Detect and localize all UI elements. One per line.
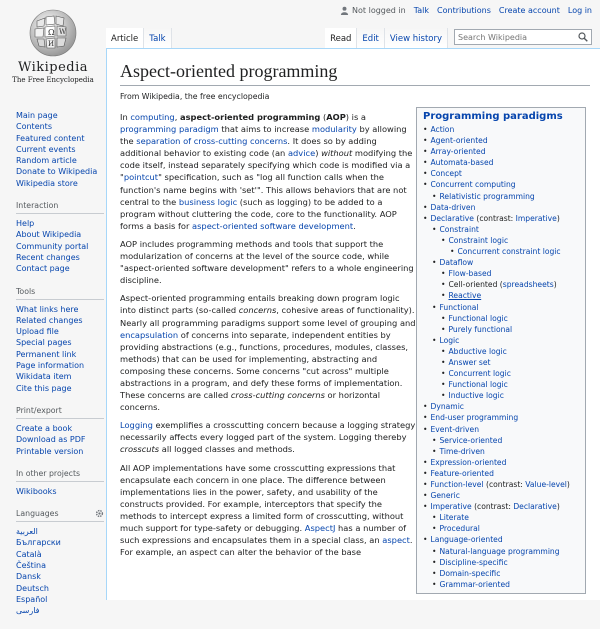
navbox-item bbox=[423, 457, 579, 468]
sidebar-interaction-item[interactable]: Recent changes bbox=[16, 252, 80, 262]
main-content bbox=[106, 48, 600, 600]
navbox-contrast-label: (contrast: bbox=[473, 213, 516, 223]
navbox-item bbox=[423, 390, 579, 401]
sidebar-interaction-item[interactable]: Help bbox=[16, 219, 35, 229]
search-input[interactable] bbox=[458, 33, 568, 42]
wikipedia-logo[interactable] bbox=[10, 6, 96, 94]
navbox-item bbox=[423, 534, 579, 545]
navbox-item bbox=[423, 246, 579, 257]
navbox-link[interactable]: Service-oriented bbox=[439, 435, 503, 445]
svg-text:Ω: Ω bbox=[48, 28, 55, 37]
navbox-link[interactable]: Value-level bbox=[525, 480, 567, 489]
navbox-link[interactable]: Relativistic programming bbox=[439, 191, 535, 201]
navbox-plain-text: ) bbox=[556, 213, 560, 223]
navbox-link[interactable]: Feature-oriented bbox=[430, 468, 494, 478]
navbox-link[interactable]: Dataflow bbox=[439, 258, 474, 268]
sidebar-tools-item[interactable]: Wikidata item bbox=[16, 372, 72, 382]
tab-article[interactable]: Article bbox=[106, 28, 144, 48]
sidebar-language-item[interactable]: Български bbox=[16, 538, 61, 548]
navbox-link[interactable]: Functional logic bbox=[448, 313, 508, 323]
navbox-item bbox=[423, 357, 579, 368]
navbox-link[interactable]: Literate bbox=[439, 513, 469, 523]
navbox-item bbox=[423, 501, 579, 512]
navbox-item bbox=[423, 412, 579, 423]
sidebar-main-item[interactable]: Random article bbox=[16, 156, 77, 166]
navbox-link[interactable]: Generic bbox=[430, 491, 460, 501]
navbox-link[interactable]: Discipline-specific bbox=[439, 557, 508, 567]
navbox-item bbox=[423, 479, 579, 490]
sidebar-language-item[interactable]: Čeština bbox=[16, 561, 47, 571]
sidebar-language-item[interactable]: Deutsch bbox=[16, 583, 49, 593]
navbox-link[interactable]: Reactive bbox=[448, 291, 482, 301]
sidebar-tools-item[interactable]: What links here bbox=[16, 304, 79, 314]
navbox-link[interactable]: End-user programming bbox=[430, 413, 519, 423]
personal-tools bbox=[340, 6, 592, 15]
navbox-item bbox=[423, 490, 579, 501]
navbox-link[interactable]: Array-oriented bbox=[430, 147, 486, 157]
navbox-item bbox=[423, 446, 579, 457]
sidebar-print-item[interactable]: Printable version bbox=[16, 446, 84, 456]
navbox-item bbox=[423, 213, 579, 224]
navbox-link[interactable]: Logic bbox=[439, 335, 460, 345]
sidebar-tools-item[interactable]: Upload file bbox=[16, 327, 59, 337]
link-logging[interactable]: Logging bbox=[120, 420, 153, 431]
navbox-link[interactable]: Automata-based bbox=[430, 158, 494, 168]
navbox-item bbox=[423, 546, 579, 557]
sidebar-language-item[interactable]: العربية bbox=[16, 527, 38, 537]
navbox-link[interactable]: Functional bbox=[439, 302, 479, 312]
sidebar-main-item[interactable]: Wikipedia store bbox=[16, 178, 78, 188]
sidebar-main-item[interactable]: Donate to Wikipedia bbox=[16, 167, 98, 177]
navbox-item bbox=[423, 279, 579, 290]
site-sub: From Wikipedia, the free encyclopedia bbox=[120, 92, 270, 101]
navbox-list bbox=[423, 124, 579, 590]
navbox-link[interactable]: Domain-specific bbox=[439, 568, 501, 578]
print-heading: Print/export bbox=[16, 406, 104, 419]
navbox-contrast-label: (contrast: bbox=[483, 480, 526, 489]
navbox-item bbox=[423, 468, 579, 479]
navbox-link[interactable]: Imperative bbox=[430, 502, 472, 512]
paragraph-2: AOP includes programming methods and tools that support the modularization of concerns at the level of the source code, while "aspect-oriented software development" refers to a whole engineering discipline. bbox=[120, 238, 414, 286]
projects-heading: In other projects bbox=[16, 469, 104, 482]
link-advice[interactable]: advice bbox=[287, 148, 316, 159]
tools-heading: Tools bbox=[16, 287, 104, 300]
navbox-plain-text: ) bbox=[556, 502, 560, 512]
not-logged-in bbox=[340, 6, 406, 15]
paragraph-intro: In computing, aspect-oriented programming (AOP) is a programming paradigm that aims to increase modularity by allowing the separation of cross-cutting concerns. It does so by adding additional behavior to existing code (an advice) without modifying the code itself, instead separately specifying which code is modified via a "pointcut" specification, such as "log all function calls when the function's name begins with 'set'". This allows behaviors that are not central to the business logic (such as logging) to be added to a program without cluttering the code, core to the functionality. AOP forms a basis for aspect-oriented software development. bbox=[120, 112, 413, 231]
tab-edit[interactable]: Edit bbox=[357, 28, 384, 48]
navbox-link[interactable]: Procedural bbox=[439, 524, 480, 534]
navbox-item bbox=[423, 512, 579, 523]
navbox-link[interactable]: Imperative bbox=[515, 213, 557, 223]
languages-heading: Languages bbox=[16, 509, 104, 522]
paragraph-3: Aspect-oriented programming entails breaking down program logic into distinct parts (so-called concerns, cohesive areas of functionality). Nearly all programming paradigms support some level of grouping and encapsulation of concerns into separate, independent entities by providing abstractions (e.g., functions, procedures, modules, classes, methods) that can be used for implementing, abstracting and composing these concerns. Some concerns "cut across" multiple abstractions in a program, and defy these forms of implementation. These concerns are called cross-cutting concerns or horizontal concerns. bbox=[120, 293, 416, 413]
namespace-tabs bbox=[106, 28, 172, 48]
sidebar-tools-item[interactable]: Page information bbox=[16, 361, 85, 371]
tab-read[interactable]: Read bbox=[325, 28, 357, 48]
page-title: Aspect-oriented programming bbox=[120, 61, 590, 86]
bold-term: aspect-oriented programming bbox=[179, 112, 321, 122]
navbox-plain-text: Cell-oriented ( bbox=[448, 280, 503, 290]
wikipedia-wordmark: Wikipedia bbox=[17, 60, 89, 75]
not-logged-in-label: Not logged in bbox=[352, 6, 406, 15]
navbox-link[interactable]: Declarative bbox=[513, 502, 557, 512]
sidebar-language-item[interactable]: Català bbox=[16, 549, 42, 559]
navbox-item bbox=[423, 179, 579, 190]
navbox-item bbox=[423, 146, 579, 157]
languages-portlet bbox=[16, 509, 104, 616]
navbox-item bbox=[423, 302, 579, 313]
navbox-item bbox=[423, 224, 579, 235]
sidebar-language-item[interactable]: فارسی bbox=[16, 606, 40, 616]
programming-paradigms-navbox bbox=[416, 107, 586, 594]
navbox-link[interactable]: Constraint logic bbox=[448, 235, 509, 245]
navbox-item bbox=[423, 368, 579, 379]
navbox-link[interactable]: Agent-oriented bbox=[430, 136, 488, 146]
navbox-link[interactable]: Concurrent logic bbox=[448, 369, 511, 379]
navbox-item bbox=[423, 335, 579, 346]
navbox-item bbox=[423, 523, 579, 534]
tab-view-history[interactable]: View history bbox=[385, 28, 448, 48]
navbox-link[interactable]: Action bbox=[430, 125, 455, 134]
sidebar-tools-item[interactable]: Related changes bbox=[16, 315, 83, 325]
navbox-item bbox=[423, 235, 579, 246]
sidebar-projects-item[interactable]: Wikibooks bbox=[16, 486, 57, 496]
link-separation-of-concerns[interactable]: separation of cross-cutting concerns bbox=[136, 136, 288, 147]
sidebar-print-item[interactable]: Download as PDF bbox=[16, 435, 86, 445]
link-programming-paradigm[interactable]: programming paradigm bbox=[120, 124, 219, 135]
sidebar-language-item[interactable]: Español bbox=[16, 594, 48, 604]
tab-talk[interactable]: Talk bbox=[144, 28, 171, 48]
sidebar-main-item[interactable]: Featured content bbox=[16, 133, 85, 143]
navbox-item bbox=[423, 324, 579, 335]
svg-text:И: И bbox=[48, 40, 55, 48]
navbox-item bbox=[423, 579, 579, 590]
tools-portlet bbox=[16, 287, 104, 394]
sidebar-language-item[interactable]: Dansk bbox=[16, 572, 41, 582]
navbox-link[interactable]: Time-driven bbox=[439, 446, 485, 456]
link-aspectj[interactable]: AspectJ bbox=[304, 523, 336, 533]
navbox-item bbox=[423, 191, 579, 202]
navigation-portlet bbox=[16, 110, 104, 189]
navbox-link[interactable]: Dynamic bbox=[430, 402, 464, 412]
navbox-item bbox=[423, 346, 579, 357]
navbox-item bbox=[423, 424, 579, 435]
interaction-heading: Interaction bbox=[16, 201, 104, 214]
svg-text:W: W bbox=[59, 28, 67, 36]
navbox-item bbox=[423, 557, 579, 568]
sidebar-tools-item[interactable]: Cite this page bbox=[16, 383, 72, 393]
paragraph-5: All AOP implementations have some crosscutting expressions that encapsulate each concern in one place. The difference between implementations lies in the power, safety, and usability of the constructs provided. For example, interceptors that specify the methods to intercept express a limited form of crosscutting, without much support for type-safety or debugging. AspectJ has a number of such expressions and encapsulates them in a special class, an aspect. For example, an aspect can alter the behavior of the base bbox=[120, 462, 413, 558]
navbox-item bbox=[423, 124, 579, 135]
link-business-logic[interactable]: business logic bbox=[178, 196, 238, 207]
navbox-link[interactable]: Concept bbox=[430, 169, 462, 179]
sidebar-main-item[interactable]: Main page bbox=[16, 111, 58, 120]
link-pointcut[interactable]: pointcut bbox=[123, 172, 159, 183]
navbox-item bbox=[423, 435, 579, 446]
link-aspect[interactable]: aspect bbox=[382, 535, 410, 546]
navbox-item bbox=[423, 268, 579, 279]
contributions-link[interactable]: Contributions bbox=[437, 6, 491, 15]
create-account-link[interactable]: Create account bbox=[498, 6, 560, 15]
navbox-link[interactable]: Flow-based bbox=[448, 269, 492, 279]
sidebar-interaction-item[interactable]: Community portal bbox=[16, 241, 89, 251]
link-aosd[interactable]: aspect-oriented software development bbox=[192, 220, 354, 231]
navbox-title[interactable]: Programming paradigms bbox=[423, 111, 563, 122]
navbox-link[interactable]: Language-oriented bbox=[430, 535, 503, 545]
navbox-link[interactable]: Concurrent constraint logic bbox=[457, 247, 561, 257]
navbox-item bbox=[423, 568, 579, 579]
projects-portlet bbox=[16, 469, 104, 497]
sidebar-tools-item[interactable]: Special pages bbox=[16, 338, 72, 348]
user-icon bbox=[340, 6, 349, 15]
navbox-link[interactable]: Natural-language programming bbox=[439, 546, 560, 556]
navbox-contrast-label: (contrast: bbox=[471, 502, 514, 512]
wikipedia-globe-icon bbox=[28, 6, 78, 58]
article-body bbox=[120, 111, 418, 564]
navbox-link[interactable]: Data-driven bbox=[430, 202, 476, 212]
sidebar bbox=[16, 110, 104, 629]
navbox-link[interactable]: Function-level bbox=[430, 480, 484, 489]
log-in-link[interactable]: Log in bbox=[567, 6, 592, 15]
sidebar-interaction-item[interactable]: Contact page bbox=[16, 264, 70, 274]
paragraph-4: Logging exemplifies a crosscutting concern because a logging strategy necessarily affects every logged part of the system. Logging thereby crosscuts all logged classes and methods. bbox=[120, 420, 416, 455]
search-box bbox=[454, 29, 592, 45]
sidebar-print-item[interactable]: Create a book bbox=[16, 423, 73, 433]
sidebar-main-item[interactable]: Current events bbox=[16, 144, 76, 154]
sidebar-tools-item[interactable]: Permanent link bbox=[16, 349, 77, 359]
wikipedia-tagline: The Free Encyclopedia bbox=[12, 76, 94, 84]
navbox-link[interactable]: Abductive logic bbox=[448, 346, 507, 356]
navbox-link[interactable]: Grammar-oriented bbox=[439, 579, 510, 589]
sidebar-main-item[interactable]: Contents bbox=[16, 122, 52, 132]
link-encapsulation[interactable]: encapsulation bbox=[120, 329, 179, 340]
navbox-link[interactable]: Event-driven bbox=[430, 424, 480, 434]
search-icon[interactable] bbox=[578, 32, 588, 42]
navbox-link[interactable]: Concurrent computing bbox=[430, 180, 516, 190]
navbox-link[interactable]: Purely functional bbox=[448, 324, 513, 334]
navbox-item bbox=[423, 157, 579, 168]
navbox-item bbox=[423, 379, 579, 390]
navbox-plain-text: ) bbox=[553, 280, 557, 290]
navbox-item bbox=[423, 168, 579, 179]
link-modularity[interactable]: modularity bbox=[311, 124, 357, 135]
view-tabs bbox=[325, 28, 592, 48]
gear-icon[interactable] bbox=[95, 509, 104, 518]
navbox-link[interactable]: Declarative bbox=[430, 213, 474, 223]
print-portlet bbox=[16, 406, 104, 457]
link-computing[interactable]: computing bbox=[130, 112, 175, 122]
navbox-link[interactable]: Constraint bbox=[439, 224, 479, 234]
navbox-item bbox=[423, 202, 579, 213]
navbox-item bbox=[423, 257, 579, 268]
navbox-link[interactable]: spreadsheets bbox=[502, 280, 554, 290]
navbox-plain-text: ) bbox=[566, 480, 570, 489]
navbox-link[interactable]: Inductive logic bbox=[448, 391, 504, 401]
navbox-link[interactable]: Functional logic bbox=[448, 380, 508, 390]
interaction-portlet bbox=[16, 201, 104, 274]
navbox-item bbox=[423, 401, 579, 412]
navbox-item bbox=[423, 290, 579, 301]
navbox-link[interactable]: Answer set bbox=[448, 357, 491, 367]
navbox-item bbox=[423, 135, 579, 146]
talk-link[interactable]: Talk bbox=[413, 6, 430, 15]
navbox-item bbox=[423, 313, 579, 324]
sidebar-interaction-item[interactable]: About Wikipedia bbox=[16, 230, 82, 240]
navbox-link[interactable]: Expression-oriented bbox=[430, 457, 507, 467]
